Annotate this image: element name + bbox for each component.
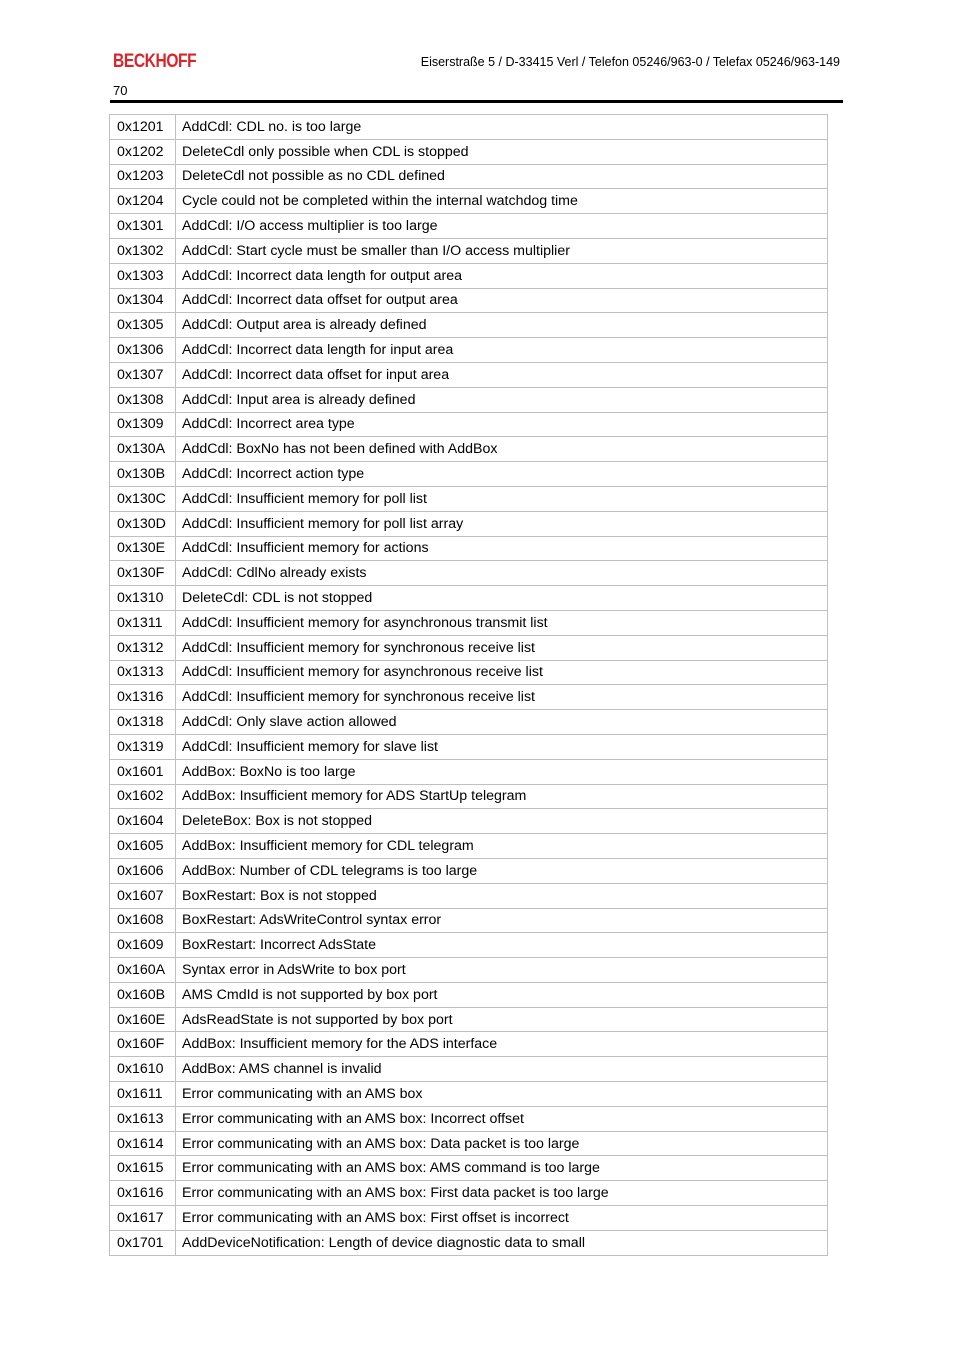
table-row — [110, 586, 828, 611]
table-row — [110, 660, 828, 685]
error-code-cell: 0x1305 — [110, 313, 176, 338]
table-row — [110, 387, 828, 412]
error-description-cell: AddCdl: Insufficient memory for slave list — [176, 734, 828, 759]
table-row — [110, 486, 828, 511]
error-code-cell: 0x1312 — [110, 635, 176, 660]
error-code-cell: 0x1318 — [110, 710, 176, 735]
table-row — [110, 536, 828, 561]
error-description-cell: AddCdl: Incorrect data length for output area — [176, 263, 828, 288]
error-description-cell: AddCdl: Output area is already defined — [176, 313, 828, 338]
error-code-cell: 0x1608 — [110, 908, 176, 933]
error-description-cell: AddCdl: Insufficient memory for poll list — [176, 486, 828, 511]
error-description-cell: AddDeviceNotification: Length of device diagnostic data to small — [176, 1230, 828, 1255]
table-row — [110, 1057, 828, 1082]
table-row — [110, 362, 828, 387]
error-description-cell: AddCdl: Start cycle must be smaller than I/O access multiplier — [176, 238, 828, 263]
error-code-cell: 0x1606 — [110, 858, 176, 883]
error-code-table-body — [110, 115, 828, 1256]
table-row — [110, 1131, 828, 1156]
error-code-cell: 0x1302 — [110, 238, 176, 263]
error-description-cell: AddCdl: Incorrect data length for input area — [176, 338, 828, 363]
error-description-cell: AddBox: Number of CDL telegrams is too large — [176, 858, 828, 883]
table-row — [110, 759, 828, 784]
error-description-cell: AddBox: Insufficient memory for CDL telegram — [176, 834, 828, 859]
table-row — [110, 1156, 828, 1181]
table-row — [110, 809, 828, 834]
error-code-cell: 0x130D — [110, 511, 176, 536]
error-description-cell: AddBox: Insufficient memory for the ADS interface — [176, 1032, 828, 1057]
error-code-cell: 0x160E — [110, 1007, 176, 1032]
error-code-cell: 0x1313 — [110, 660, 176, 685]
error-description-cell: AddCdl: Incorrect data offset for input area — [176, 362, 828, 387]
table-row — [110, 1206, 828, 1231]
error-description-cell: BoxRestart: Incorrect AdsState — [176, 933, 828, 958]
table-row — [110, 1082, 828, 1107]
table-row — [110, 908, 828, 933]
table-row — [110, 610, 828, 635]
error-code-cell: 0x1308 — [110, 387, 176, 412]
error-description-cell: AddCdl: Incorrect area type — [176, 412, 828, 437]
error-code-cell: 0x130E — [110, 536, 176, 561]
table-row — [110, 214, 828, 239]
company-address: Eiserstraße 5 / D-33415 Verl / Telefon 05246/963-0 / Telefax 05246/963-149 — [420, 55, 840, 69]
table-row — [110, 115, 828, 140]
error-description-cell: AddCdl: Insufficient memory for asynchronous transmit list — [176, 610, 828, 635]
error-code-cell: 0x1307 — [110, 362, 176, 387]
error-description-cell: AddBox: Insufficient memory for ADS StartUp telegram — [176, 784, 828, 809]
error-description-cell: DeleteCdl only possible when CDL is stopped — [176, 139, 828, 164]
error-description-cell: AddCdl: Insufficient memory for poll list array — [176, 511, 828, 536]
table-row — [110, 338, 828, 363]
error-code-cell: 0x1316 — [110, 685, 176, 710]
error-description-cell: DeleteCdl not possible as no CDL defined — [176, 164, 828, 189]
error-code-cell: 0x160A — [110, 958, 176, 983]
page-number: 70 — [113, 83, 128, 98]
error-code-cell: 0x1319 — [110, 734, 176, 759]
error-code-cell: 0x1611 — [110, 1082, 176, 1107]
table-row — [110, 412, 828, 437]
error-description-cell: BoxRestart: AdsWriteControl syntax error — [176, 908, 828, 933]
header-divider — [110, 100, 843, 103]
error-description-cell: Error communicating with an AMS box: Incorrect offset — [176, 1106, 828, 1131]
error-code-cell: 0x1601 — [110, 759, 176, 784]
error-code-cell: 0x1304 — [110, 288, 176, 313]
error-code-cell: 0x130B — [110, 462, 176, 487]
error-description-cell: AddCdl: Insufficient memory for synchronous receive list — [176, 685, 828, 710]
table-row — [110, 685, 828, 710]
error-description-cell: Error communicating with an AMS box: AMS command is too large — [176, 1156, 828, 1181]
error-description-cell: Cycle could not be completed within the internal watchdog time — [176, 189, 828, 214]
error-code-cell: 0x1701 — [110, 1230, 176, 1255]
table-row — [110, 1181, 828, 1206]
table-row — [110, 313, 828, 338]
table-row — [110, 635, 828, 660]
table-row — [110, 1230, 828, 1255]
error-code-cell: 0x1203 — [110, 164, 176, 189]
error-description-cell: AddBox: AMS channel is invalid — [176, 1057, 828, 1082]
error-code-cell: 0x160F — [110, 1032, 176, 1057]
table-row — [110, 883, 828, 908]
error-code-cell: 0x1609 — [110, 933, 176, 958]
error-description-cell: AddCdl: Incorrect action type — [176, 462, 828, 487]
table-row — [110, 164, 828, 189]
error-code-cell: 0x1617 — [110, 1206, 176, 1231]
error-description-cell: DeleteCdl: CDL is not stopped — [176, 586, 828, 611]
error-description-cell: AddCdl: Input area is already defined — [176, 387, 828, 412]
beckhoff-logo: BECKHOFF — [113, 51, 197, 72]
error-description-cell: AdsReadState is not supported by box port — [176, 1007, 828, 1032]
error-code-cell: 0x160B — [110, 982, 176, 1007]
error-description-cell: Syntax error in AdsWrite to box port — [176, 958, 828, 983]
error-code-cell: 0x1306 — [110, 338, 176, 363]
error-code-cell: 0x1615 — [110, 1156, 176, 1181]
error-description-cell: BoxRestart: Box is not stopped — [176, 883, 828, 908]
table-row — [110, 982, 828, 1007]
error-description-cell: AddBox: BoxNo is too large — [176, 759, 828, 784]
error-code-cell: 0x1604 — [110, 809, 176, 834]
table-row — [110, 1007, 828, 1032]
table-row — [110, 437, 828, 462]
error-code-cell: 0x1616 — [110, 1181, 176, 1206]
table-row — [110, 189, 828, 214]
error-description-cell: AddCdl: Insufficient memory for actions — [176, 536, 828, 561]
error-code-cell: 0x1602 — [110, 784, 176, 809]
error-description-cell: Error communicating with an AMS box — [176, 1082, 828, 1107]
error-description-cell: AMS CmdId is not supported by box port — [176, 982, 828, 1007]
table-row — [110, 263, 828, 288]
error-code-cell: 0x1610 — [110, 1057, 176, 1082]
error-code-cell: 0x1303 — [110, 263, 176, 288]
error-description-cell: AddCdl: I/O access multiplier is too large — [176, 214, 828, 239]
table-row — [110, 933, 828, 958]
error-code-cell: 0x130A — [110, 437, 176, 462]
error-code-cell: 0x1607 — [110, 883, 176, 908]
error-code-cell: 0x1311 — [110, 610, 176, 635]
error-code-cell: 0x1202 — [110, 139, 176, 164]
error-description-cell: Error communicating with an AMS box: First offset is incorrect — [176, 1206, 828, 1231]
error-code-cell: 0x1201 — [110, 115, 176, 140]
error-code-cell: 0x1614 — [110, 1131, 176, 1156]
error-description-cell: AddCdl: CDL no. is too large — [176, 115, 828, 140]
error-code-cell: 0x130C — [110, 486, 176, 511]
error-code-table — [109, 114, 828, 1256]
table-row — [110, 1032, 828, 1057]
table-row — [110, 462, 828, 487]
table-row — [110, 238, 828, 263]
table-row — [110, 784, 828, 809]
error-description-cell: AddCdl: Only slave action allowed — [176, 710, 828, 735]
error-description-cell: DeleteBox: Box is not stopped — [176, 809, 828, 834]
table-row — [110, 734, 828, 759]
error-code-cell: 0x1301 — [110, 214, 176, 239]
error-code-cell: 0x1310 — [110, 586, 176, 611]
table-row — [110, 511, 828, 536]
error-description-cell: AddCdl: Insufficient memory for synchronous receive list — [176, 635, 828, 660]
table-row — [110, 139, 828, 164]
table-row — [110, 858, 828, 883]
table-row — [110, 710, 828, 735]
error-description-cell: AddCdl: CdlNo already exists — [176, 561, 828, 586]
error-description-cell: AddCdl: BoxNo has not been defined with AddBox — [176, 437, 828, 462]
error-code-cell: 0x1605 — [110, 834, 176, 859]
error-description-cell: AddCdl: Insufficient memory for asynchronous receive list — [176, 660, 828, 685]
error-description-cell: AddCdl: Incorrect data offset for output area — [176, 288, 828, 313]
table-row — [110, 958, 828, 983]
error-code-cell: 0x130F — [110, 561, 176, 586]
table-row — [110, 561, 828, 586]
table-row — [110, 834, 828, 859]
error-description-cell: Error communicating with an AMS box: First data packet is too large — [176, 1181, 828, 1206]
error-code-cell: 0x1613 — [110, 1106, 176, 1131]
error-code-cell: 0x1204 — [110, 189, 176, 214]
error-code-cell: 0x1309 — [110, 412, 176, 437]
error-description-cell: Error communicating with an AMS box: Data packet is too large — [176, 1131, 828, 1156]
table-row — [110, 1106, 828, 1131]
table-row — [110, 288, 828, 313]
